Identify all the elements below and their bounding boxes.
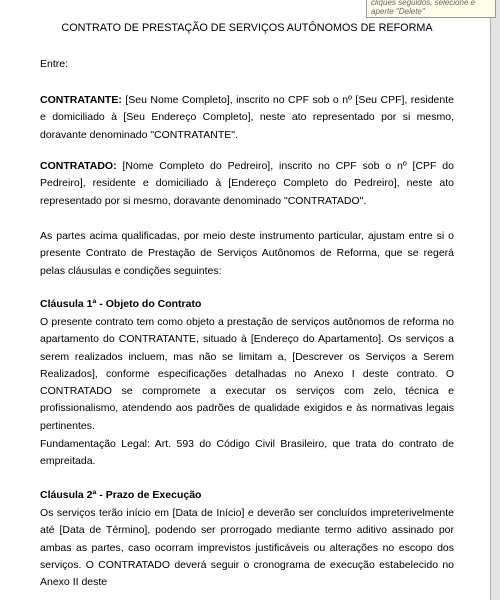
clausula-2-text: Os serviços terão início em [Data de Início] e deverão ser concluídos impreterivelmente até [Data de Término], podendo ser prorrogado mediante termo aditivo assinado por ambas as partes, caso ocorram imprevistos justificáveis ou alterações no escopo dos serviços. O CONTRATADO deverá seguir o cronograma de execução estabelecido no Anexo II deste <box>40 507 454 589</box>
tooltip-line-1: cliques seguidos, selecione e <box>371 0 476 7</box>
contratado-text: [Nome Completo do Pedreiro], inscrito no CPF sob o nº [CPF do Pedreiro], residente e domiciliado à [Endereço Completo do Pedreiro], neste ato representado por si mesmo, doravante denominado "CONTRATADO". <box>40 160 454 207</box>
intro-paragraph: Entre: <box>40 58 69 70</box>
vertical-scrollbar[interactable] <box>491 0 500 600</box>
partes-paragraph: As partes acima qualificadas, por meio deste instrumento particular, ajustam entre si o presente Contrato de Prestação de Serviços Autônomos de Reforma, que se regerá pelas cláusulas e condições seguintes: <box>40 230 454 277</box>
contratante-label: CONTRATANTE: <box>40 94 122 106</box>
edit-hint-tooltip <box>366 0 496 18</box>
contratante-paragraph <box>40 92 454 144</box>
clausula-1-fundamentacao: Fundamentação Legal: Art. 593 do Código Civil Brasileiro, que trata do contrato de empreitada. <box>40 438 454 468</box>
contratado-paragraph <box>40 158 454 210</box>
tooltip-line-2: aperte "Delete" <box>371 7 425 16</box>
clausula-1-heading: Cláusula 1ª - Objeto do Contrato <box>40 298 202 310</box>
contratado-label: CONTRATADO: <box>40 160 117 172</box>
clausula-1-text: O presente contrato tem como objeto a prestação de serviços autônomos de reforma no apartamento do CONTRATANTE, situado à [Endereço do Apartamento]. Os serviços a serem realizados incluem, mas não se limitam a, [Descrever os Serviços a Serem Realizados], conforme especificações detalhadas no Anexo I deste contrato. O CONTRATADO se compromete a executar os serviços com zelo, técnica e profissionalismo, atendendo aos padrões de qualidade exigidos e às normativas legais pertinentes. <box>40 316 454 432</box>
contratante-text: [Seu Nome Completo], inscrito no CPF sob o nº [Seu CPF], residente e domiciliado à [Seu Endereço Completo], neste ato representado por si mesmo, doravante denominado "CONTRATANTE". <box>40 94 454 141</box>
clausula-2-heading: Cláusula 2ª - Prazo de Execução <box>40 489 202 501</box>
document-title: CONTRATO DE PRESTAÇÃO DE SERVIÇOS AUTÔNOMOS DE REFORMA <box>61 22 433 34</box>
